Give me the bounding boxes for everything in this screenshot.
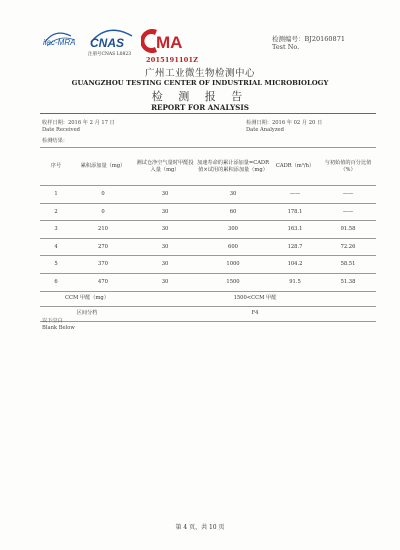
table-cell: 30 [134,186,196,204]
table-cell: 91.5 [270,273,320,291]
table-row [40,273,376,291]
table-cell: 30 [196,186,270,204]
ccm-label: CCM 甲醛（mg） [40,291,134,306]
results-table [40,147,376,322]
table-cell: 163.1 [270,221,320,239]
table-cell: 178.1 [270,203,320,221]
col-header: 测试仓净空气量时甲醛投入量（mg） [134,148,196,186]
cma-logo [141,28,183,54]
table-cell: 51.38 [320,273,376,291]
svg-text:MA: MA [156,33,183,52]
date-analyzed: 检测日期：2016 年 02 月 20 日 Date Analyzed [246,120,323,133]
table-cell: 0 [72,186,134,204]
table-row [40,221,376,239]
divider [40,113,376,114]
table-cell: —— [320,203,376,221]
svg-text:ilac-MRA: ilac-MRA [43,38,76,47]
col-header: CADR（m³/h） [270,148,320,186]
col-header: 加速寿命的累计添加量=CADR值×试用的累积添加量（mg） [196,148,270,186]
table-cell: —— [270,186,320,204]
ccm-value: 1500<CCM 甲醛 [134,291,376,306]
blank-below-note: 以下空白 Blank Below [42,318,75,331]
table-row [40,238,376,256]
table-cell: 104.2 [270,256,320,274]
ccm-row [40,291,376,306]
table-cell: 2 [40,203,72,221]
table-cell: 370 [72,256,134,274]
table-cell: 470 [72,273,134,291]
table-cell: 300 [196,221,270,239]
table-row [40,256,376,274]
table-cell: 30 [134,221,196,239]
table-cell: —— [320,186,376,204]
table-cell: 1500 [196,273,270,291]
col-header: 序号 [40,148,72,186]
table-cell: 91.58 [320,221,376,239]
table-cell: 4 [40,238,72,256]
grade-label: 区间分档 [40,306,134,321]
cnas-logo [88,28,134,50]
date-received: 收样日期：2016 年 2 月 17 日 Date Received [42,120,115,133]
col-header: 与初始值的百分比值（%） [320,148,376,186]
grade-row [40,306,376,321]
table-cell: 600 [196,238,270,256]
table-cell: 0 [72,203,134,221]
table-cell: 3 [40,221,72,239]
table-cell: 30 [134,256,196,274]
cma-code: 2015191101Z [146,56,199,64]
test-number: 检测编号：BJ20160871 Test No. [272,35,345,51]
ilac-mra-logo [41,30,85,50]
table-cell: 128.7 [270,238,320,256]
results-label: 检测结果： [42,138,68,144]
page-number: 第 4 页，共 10 页 [175,524,225,531]
table-header-row [40,148,376,186]
table-row [40,186,376,204]
table-cell: 5 [40,256,72,274]
table-cell: 210 [72,221,134,239]
table-cell: 30 [134,203,196,221]
table-row [40,203,376,221]
org-title-en: GUANGZHOU TESTING CENTER OF INDUSTRIAL MICROBIOLOGY [71,79,329,87]
table-cell: 60 [196,203,270,221]
table-cell: 270 [72,238,134,256]
org-title-cn: 广州工业微生物检测中心 [144,68,255,79]
table-cell: 1 [40,186,72,204]
table-cell: 72.26 [320,238,376,256]
table-cell: 30 [134,273,196,291]
cnas-registration: 注册号CNAS L0823 [88,52,132,57]
table-cell: 1000 [196,256,270,274]
table-cell: 30 [134,238,196,256]
report-title-cn: 检 测 报 告 [151,90,249,103]
table-cell: 58.51 [320,256,376,274]
svg-text:CNAS: CNAS [90,36,125,50]
report-title-en: REPORT FOR ANALYSIS [151,103,249,112]
grade-value: F4 [134,306,376,321]
table-cell: 6 [40,273,72,291]
col-header: 累积添加量（mg） [72,148,134,186]
